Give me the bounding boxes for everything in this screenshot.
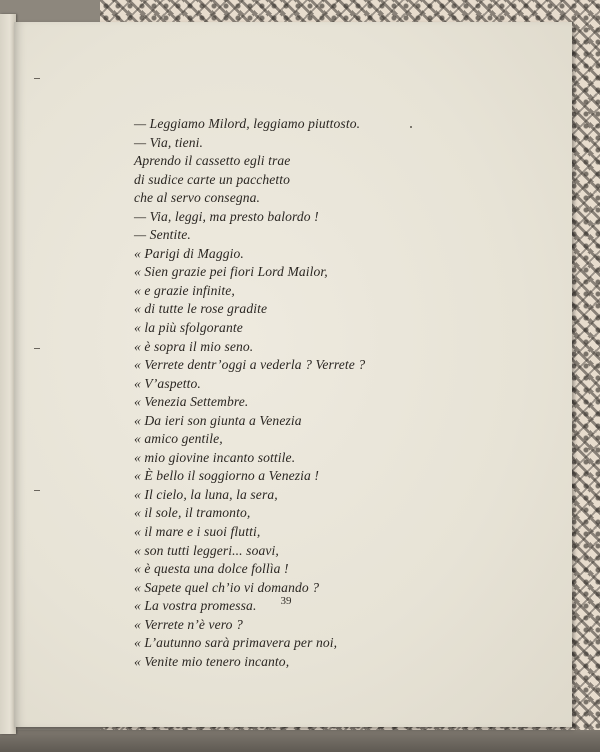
binding-mark — [34, 78, 40, 79]
poem-line: di sudice carte un pacchetto — [134, 171, 291, 187]
poem-line: « Sapete quel ch’io vi domando ? — [134, 579, 320, 595]
poem-line: « Venezia Settembre. — [134, 394, 249, 410]
poem-line: « è sopra il mio seno. — [134, 338, 254, 354]
poem-line: « è questa una dolce follìa ! — [134, 561, 289, 577]
poem-line: « V’aspetto. — [134, 375, 201, 391]
poem-line: — Sentite. — [134, 227, 191, 243]
poem-text — [134, 115, 434, 671]
poem-line: « Venite mio tenero incanto, — [134, 653, 290, 669]
poem-line: « Sien grazie pei fiori Lord Mailor, — [134, 264, 328, 280]
cover-edge — [0, 730, 600, 752]
binding-mark — [34, 490, 40, 491]
poem-line: « Da ieri son giunta a Venezia — [134, 412, 302, 428]
page-number: 39 — [280, 595, 292, 607]
poem-line: « amico gentile, — [134, 431, 223, 447]
poem-line: « di tutte le rose gradite — [134, 301, 268, 317]
poem-line: « la più sfolgorante — [134, 320, 243, 336]
poem-line: Aprendo il cassetto egli trae — [134, 153, 291, 169]
poem-line: « Il cielo, la luna, la sera, — [134, 486, 278, 502]
poem-line: « son tutti leggeri... soavi, — [134, 542, 279, 558]
poem-line: « il sole, il tramonto, — [134, 505, 251, 521]
poem-line: « Parigi di Maggio. — [134, 245, 244, 261]
poem-line: — Via, tieni. — [134, 134, 204, 150]
book-page — [14, 22, 572, 727]
poem-line: « mio giovine incanto sottile. — [134, 449, 296, 465]
poem-line: « Verrete n’è vero ? — [134, 616, 243, 632]
poem-line: « e grazie infinite, — [134, 282, 235, 298]
poem-line: « il mare e i suoi flutti, — [134, 524, 261, 540]
binding-mark — [34, 348, 40, 349]
poem-line: « Verrete dentr’oggi a vederla ? Verrete ? — [134, 357, 366, 373]
poem-line: « L’autunno sarà primavera per noi, — [134, 635, 338, 651]
poem-line: « La vostra promessa. — [134, 598, 257, 614]
poem-line: che al servo consegna. — [134, 190, 261, 206]
poem-line: « È bello il soggiorno a Venezia ! — [134, 468, 320, 484]
poem-line: — Leggiamo Milord, leggiamo piuttosto. — [134, 116, 361, 131]
poem-line: — Via, leggi, ma presto balordo ! — [134, 208, 319, 224]
